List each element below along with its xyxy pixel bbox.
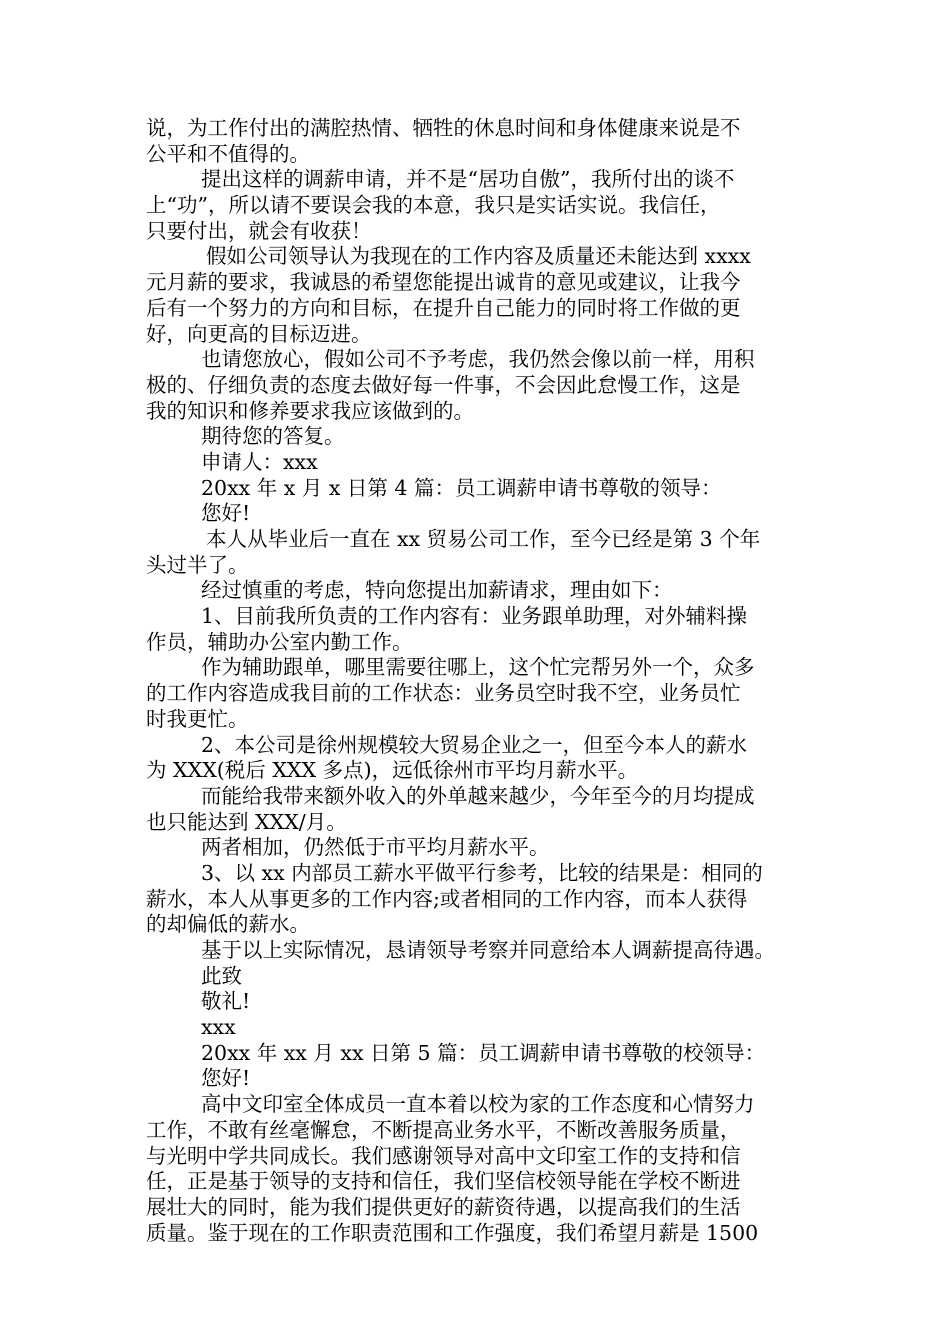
text-line: 也只能达到 XXX/月。 <box>146 809 347 834</box>
text-line: 头过半了。 <box>146 552 249 577</box>
text-line: 上“功”，所以请不要误会我的本意，我只是实话实说。我信任， <box>146 193 721 218</box>
text-line: 而能给我带来额外收入的外单越来越少，今年至今的月均提成 <box>201 783 755 808</box>
text-line: 我的知识和修养要求我应该做到的。 <box>146 398 474 423</box>
text-line: 说，为工作付出的满腔热情、牺牲的休息时间和身体健康来说是不 <box>146 116 741 140</box>
text-line: 薪水，本人从事更多的工作内容;或者相同的工作内容，而本人获得 <box>146 886 748 911</box>
text-line: 后有一个努力的方向和目标，在提升自己能力的同时将工作做的更 <box>146 295 741 320</box>
text-line: 20xx 年 x 月 x 日第 4 篇：员工调薪申请书尊敬的领导： <box>201 475 722 500</box>
document-page <box>146 116 818 1246</box>
text-line: 提出这样的调薪申请，并不是“居功自傲”，我所付出的谈不 <box>201 167 735 192</box>
text-line: 假如公司领导认为我现在的工作内容及质量还未能达到 xxxx <box>206 244 751 269</box>
text-line: 基于以上实际情况，恳请领导考察并同意给本人调薪提高待遇。 <box>201 938 775 962</box>
text-line: 高中文印室全体成员一直本着以校为家的工作态度和心情努力 <box>201 1092 755 1117</box>
text-line: 作为辅助跟单，哪里需要往哪上，这个忙完帮另外一个，众多 <box>201 655 755 680</box>
text-line: 的却偏低的薪水。 <box>146 912 310 937</box>
text-line: 工作，不敢有丝毫懈怠，不断提高业务水平，不断改善服务质量， <box>146 1117 741 1142</box>
text-line: 本人从毕业后一直在 xx 贸易公司工作，至今已经是第 3 个年 <box>206 527 761 551</box>
text-line: 的工作内容造成我目前的工作状态：业务员空时我不空，业务员忙 <box>146 681 741 706</box>
text-line: 任，正是基于领导的支持和信任，我们坚信校领导能在学校不断进 <box>146 1169 741 1194</box>
text-line: 3、以 xx 内部员工薪水平做平行参考，比较的结果是：相同的 <box>201 860 763 885</box>
text-line: 两者相加，仍然低于市平均月薪水平。 <box>201 835 550 860</box>
text-line: 质量。鉴于现在的工作职责范围和工作强度，我们希望月薪是 1500 <box>146 1220 759 1245</box>
text-line: 极的、仔细负责的态度去做好每一件事，不会因此怠慢工作，这是 <box>146 372 741 397</box>
text-line: 您好! <box>201 1066 251 1091</box>
text-line: 好，向更高的目标迈进。 <box>146 321 372 346</box>
text-line: 1、目前我所负责的工作内容有：业务跟单助理，对外辅料操 <box>201 604 748 629</box>
text-line: 时我更忙。 <box>146 706 249 731</box>
text-line: 也请您放心，假如公司不予考虑，我仍然会像以前一样，用积 <box>201 347 755 372</box>
text-line: 作员，辅助办公室内勤工作。 <box>146 629 413 654</box>
text-line: 经过慎重的考虑，特向您提出加薪请求，理由如下： <box>201 578 673 603</box>
text-line: 您好! <box>201 501 251 526</box>
text-line: xxx <box>201 1015 236 1040</box>
text-line: 只要付出，就会有收获！ <box>146 218 372 243</box>
text-line: 为 XXX(税后 XXX 多点)，远低徐州市平均月薪水平。 <box>146 758 639 783</box>
text-line: 与光明中学共同成长。我们感谢领导对高中文印室工作的支持和信 <box>146 1143 741 1168</box>
text-line: 展壮大的同时，能为我们提供更好的薪资待遇，以提高我们的生活 <box>146 1194 741 1219</box>
text-line: 20xx 年 xx 月 xx 日第 5 篇：员工调薪申请书尊敬的校领导： <box>201 1040 766 1065</box>
text-line: 公平和不值得的。 <box>146 141 310 166</box>
text-line: 敬礼! <box>201 989 251 1014</box>
text-line: 此致 <box>201 963 242 988</box>
text-line: 期待您的答复。 <box>201 424 345 449</box>
text-line: 申请人：xxx <box>201 449 318 474</box>
text-line: 2、本公司是徐州规模较大贸易企业之一，但至今本人的薪水 <box>201 732 748 757</box>
text-line: 元月薪的要求，我诚恳的希望您能提出诚肯的意见或建议，让我今 <box>146 270 741 295</box>
